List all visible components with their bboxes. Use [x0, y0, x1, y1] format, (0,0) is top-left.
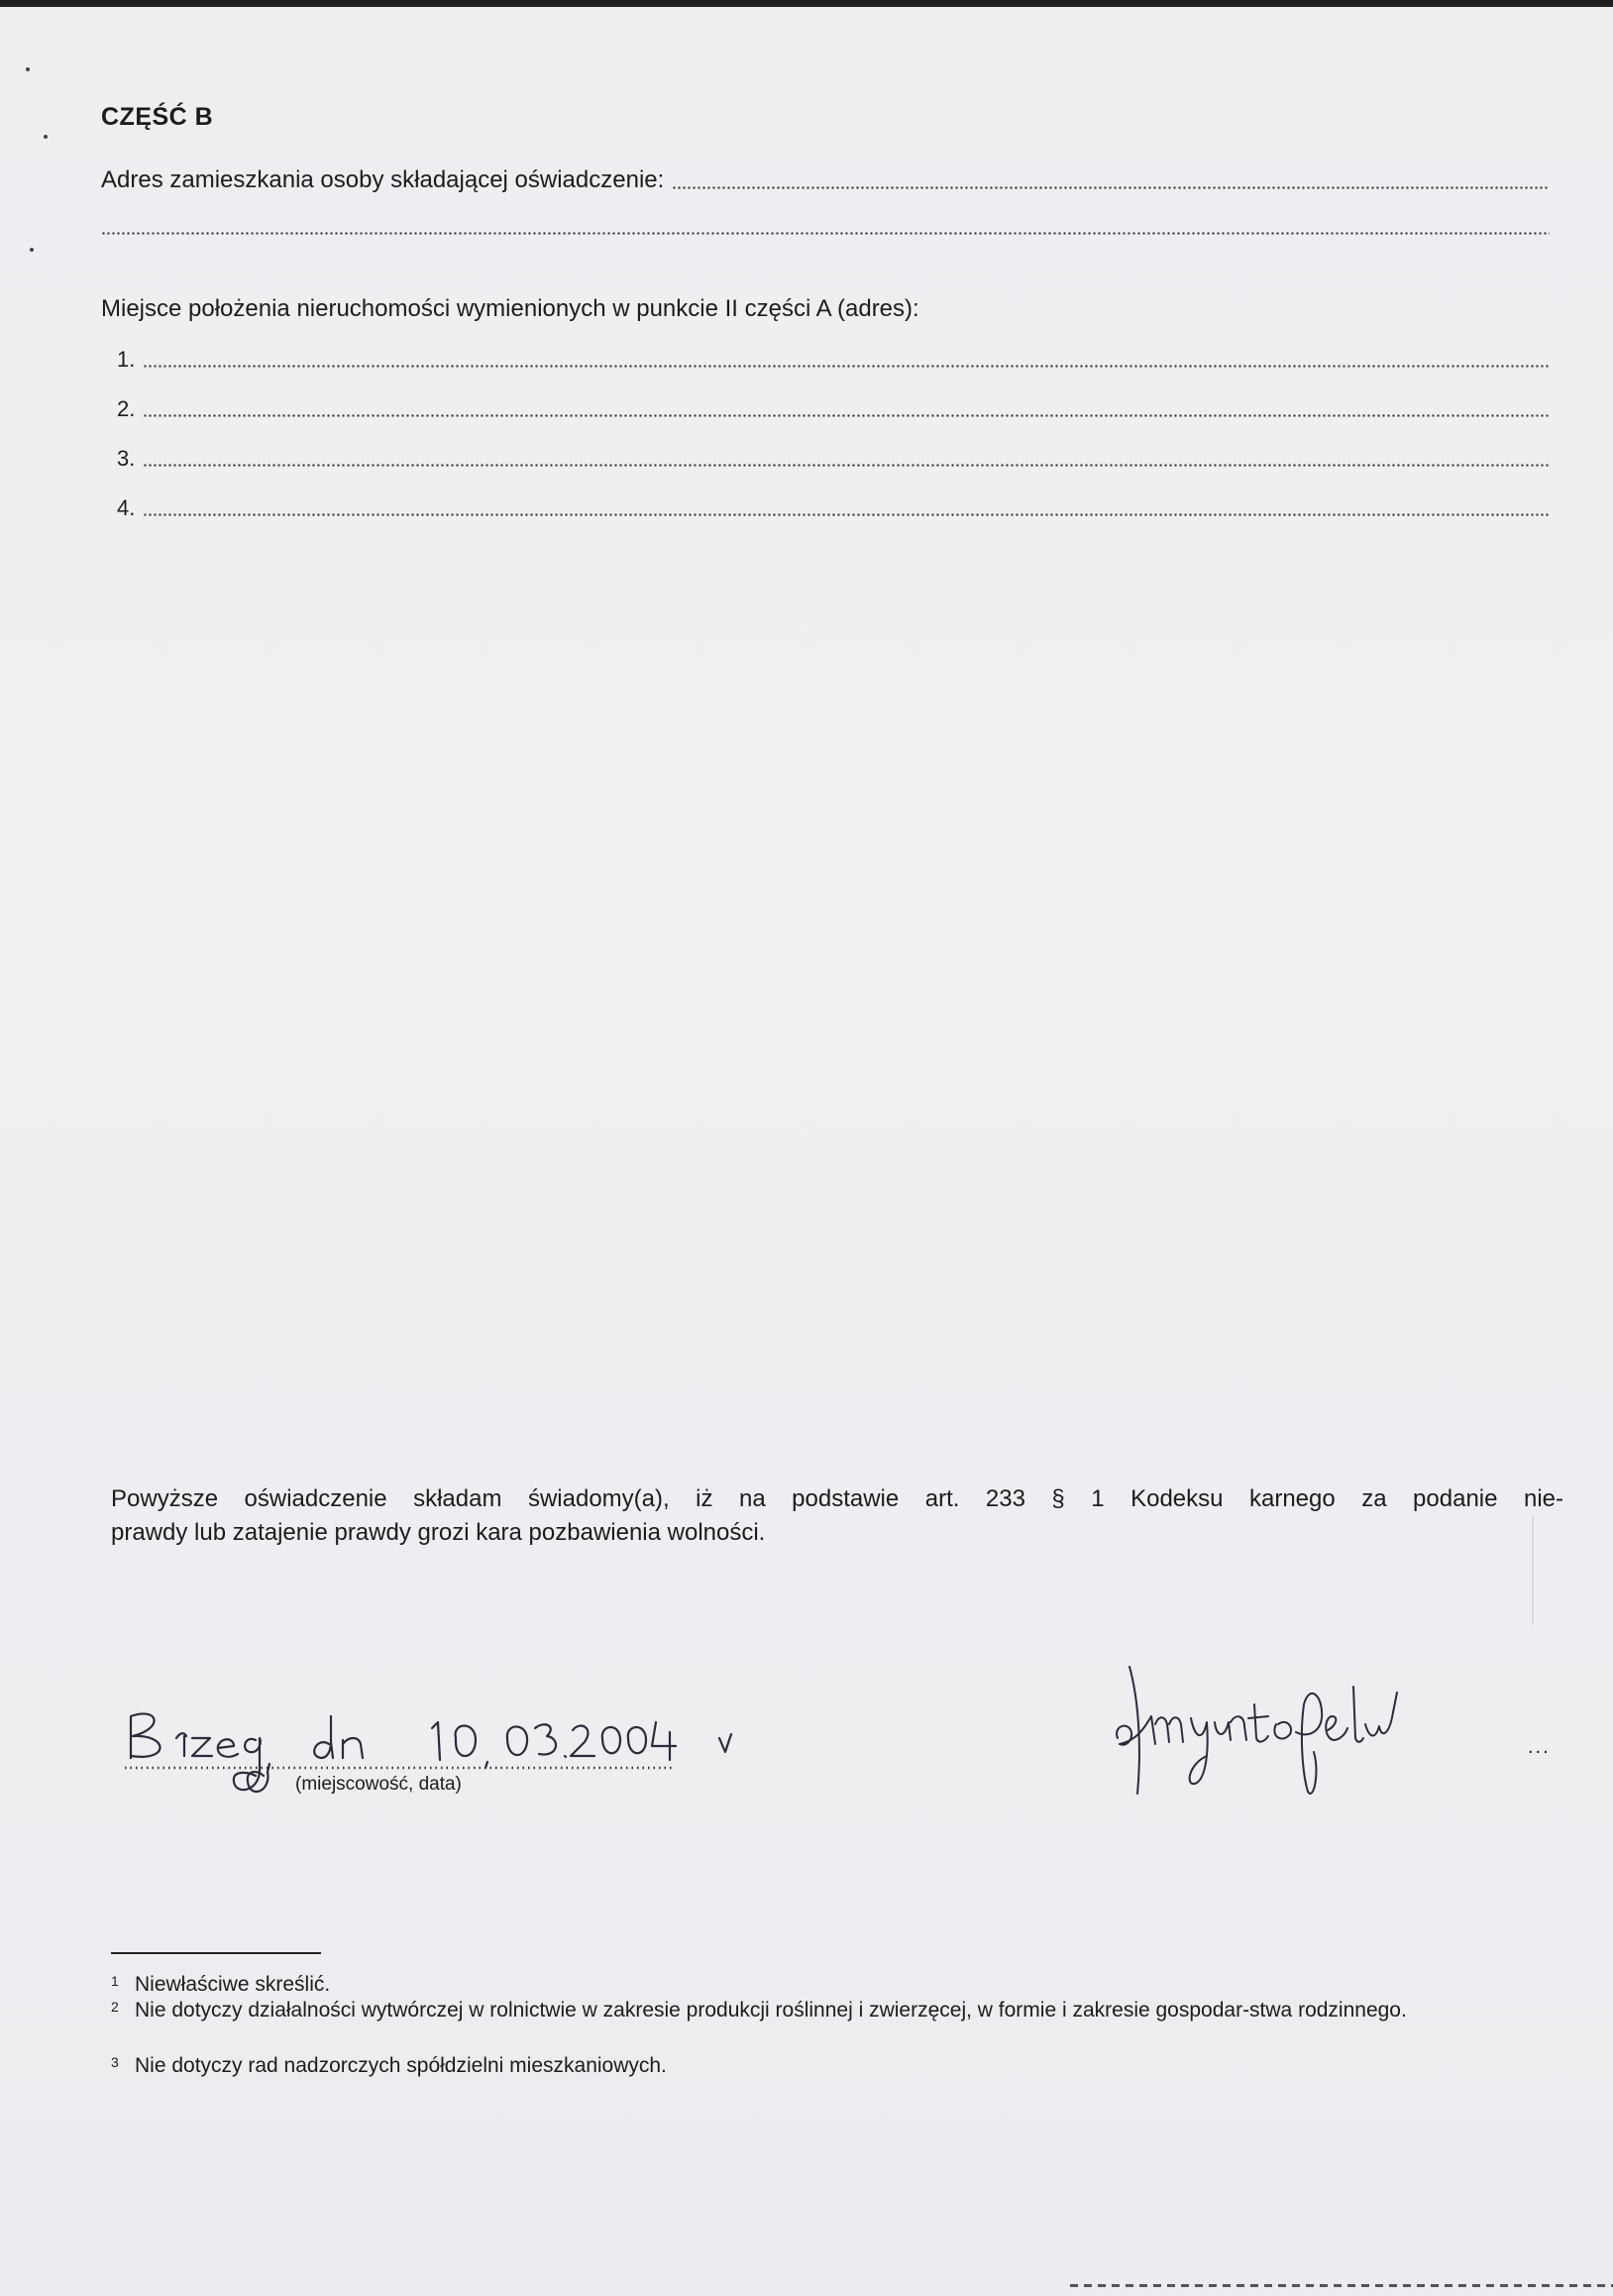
section-title: CZĘŚĆ B — [101, 103, 214, 131]
address-field-line-2[interactable] — [101, 232, 1550, 235]
footnote-divider — [111, 1952, 321, 1954]
scan-bottom-edge — [1070, 2284, 1613, 2287]
footnote-text: Nie dotyczy działalności wytwórczej w rolnictwie w zakresie produkcji roślinnej i zwierzęcej, w formie i zakresie gospodar-stwa rodzinnego. — [135, 1999, 1407, 2022]
footnote-3 — [111, 2053, 1567, 2079]
signature-placeholder: ... — [1528, 1736, 1551, 1758]
signature — [1100, 1653, 1437, 1811]
address-label: Adres zamieszkania osoby składającej oświadczenie: — [101, 166, 665, 193]
footnote-text: Nie dotyczy rad nadzorczych spółdzielni mieszkaniowych. — [135, 2054, 667, 2077]
property-item-number: 1. — [117, 347, 136, 372]
footnote-text: Niewłaściwe skreślić. — [135, 1973, 331, 1996]
property-item-field[interactable] — [143, 464, 1550, 467]
property-label: Miejsce położenia nieruchomości wymienionych w punkcie II części A (adres): — [101, 295, 919, 322]
property-item-field[interactable] — [143, 365, 1550, 368]
footnote-mark: 2 — [111, 1999, 119, 2015]
footnote-mark: 3 — [111, 2054, 119, 2070]
declaration-line-1: Powyższe oświadczenie składam świadomy(a), iż na podstawie art. 233 § 1 Kodeksu karnego za podanie nie- — [111, 1485, 1563, 1512]
property-item-number: 4. — [117, 495, 136, 520]
declaration-text — [111, 1482, 1563, 1550]
property-item-3 — [117, 446, 1550, 472]
property-item-4 — [117, 495, 1550, 521]
scan-speck — [30, 248, 34, 252]
footnote-mark: 1 — [111, 1973, 119, 1989]
scan-speck — [26, 67, 30, 71]
property-item-1 — [117, 347, 1550, 373]
declaration-line-2: prawdy lub zatajenie prawdy grozi kara pozbawienia wolności. — [111, 1519, 766, 1546]
property-item-field[interactable] — [143, 414, 1550, 417]
property-item-field[interactable] — [143, 513, 1550, 516]
footnote-2 — [111, 1998, 1567, 2023]
place-date-caption: (miejscowość, data) — [295, 1774, 462, 1795]
footnote-1 — [111, 1972, 1567, 1998]
property-row — [101, 295, 1550, 323]
scan-speck — [44, 135, 48, 139]
property-item-number: 2. — [117, 396, 136, 421]
address-field[interactable] — [672, 186, 1550, 189]
property-item-2 — [117, 396, 1550, 422]
address-row — [101, 166, 1550, 194]
scan-top-edge — [0, 0, 1613, 7]
property-item-number: 3. — [117, 446, 136, 471]
